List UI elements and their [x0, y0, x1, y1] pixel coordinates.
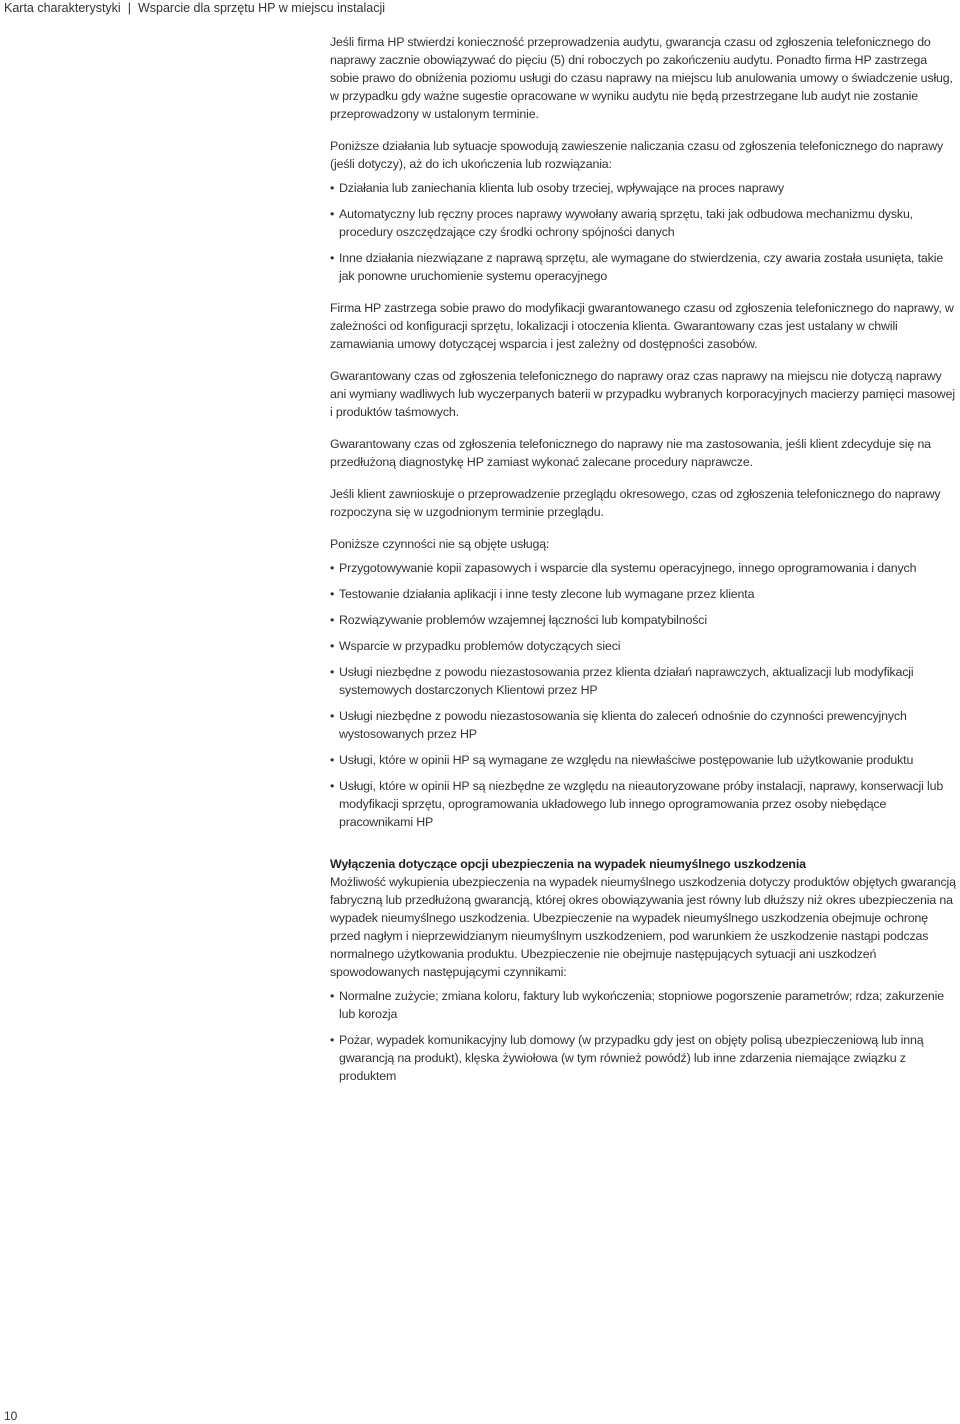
- paragraph-suspension-intro: Poniższe działania lub sytuacje spowodują zawieszenie naliczania czasu od zgłoszenia telefonicznego do naprawy (jeśli dotyczy), aż do ich ukończenia lub rozwiązania:: [330, 139, 944, 171]
- list-item: • Testowanie działania aplikacji i inne testy zlecone lub wymagane przez klienta: [330, 585, 958, 603]
- list-item: • Wsparcie w przypadku problemów dotyczących sieci: [330, 637, 958, 655]
- list-item: • Przygotowywanie kopii zapasowych i wsparcie dla systemu operacyjnego, innego oprogramowania i danych: [330, 559, 958, 577]
- main-content: [330, 33, 958, 1099]
- list-item: • Usługi, które w opinii HP są wymagane ze względu na niewłaściwe postępowanie lub użytkowanie produktu: [330, 751, 958, 769]
- list-item: • Inne działania niezwiązane z naprawą sprzętu, ale wymagane do stwierdzenia, czy awaria została usunięta, takie jak ponowne uruchomienie systemu operacyjnego: [330, 249, 958, 285]
- excluded-list: [330, 559, 958, 831]
- page-number: 10: [4, 1409, 18, 1423]
- list-item: • Działania lub zaniechania klienta lub osoby trzeciej, wpływające na proces naprawy: [330, 179, 958, 197]
- list-item: • Usługi niezbędne z powodu niezastosowania przez klienta działań naprawczych, aktualizacji lub modyfikacji systemowych dostarczonych Klientowi przez HP: [330, 663, 958, 699]
- paragraph-diagnostics: Gwarantowany czas od zgłoszenia telefonicznego do naprawy nie ma zastosowania, jeśli klient zdecyduje się na przedłużoną diagnostykę HP zamiast wykonać zalecane procedury naprawcze.: [330, 437, 931, 469]
- paragraph-accidental-damage: Możliwość wykupienia ubezpieczenia na wypadek nieumyślnego uszkodzenia dotyczy produktów objętych gwarancją fabryczną lub przedłużoną gwarancją, której okres obowiązywania jest równy lub dłuższy niż okres ubezpieczenia na wypadek nieumyślnego uszkodzenia. Ubezpieczenie na wypadek nieumyślnego uszkodzenia obejmuje ochronę przed nagłym i nieprzewidzianym nieumyślnym uszkodzeniem, pod warunkiem że uszkodzenie nastąpi podczas normalnego użytkowania produktu. Ubezpieczenie nie obejmuje następujących sytuacji ani uszkodzeń spowodowanych następującymi czynnikami:: [330, 875, 956, 979]
- list-item: • Usługi, które w opinii HP są niezbędne ze względu na nieautoryzowane próby instalacji, naprawy, konserwacji lub modyfikacji sprzętu, oprogramowania układowego lub innego oprogramowania przez osoby niebędące pracownikami HP: [330, 777, 958, 831]
- paragraph-periodic-review: Jeśli klient zawnioskuje o przeprowadzenie przeglądu okresowego, czas od zgłoszenia telefonicznego do naprawy rozpoczyna się w uzgodnionym terminie przeglądu.: [330, 487, 941, 519]
- doc-title-label: Wsparcie dla sprzętu HP w miejscu instalacji: [137, 1, 386, 15]
- accidental-damage-list: [330, 987, 958, 1085]
- page-header: [4, 0, 385, 16]
- doc-type-label: Karta charakterystyki: [4, 1, 121, 15]
- section-title-accidental-damage: Wyłączenia dotyczące opcji ubezpieczenia na wypadek nieumyślnego uszkodzenia: [330, 857, 806, 871]
- list-item: • Automatyczny lub ręczny proces naprawy wywołany awarią sprzętu, taki jak odbudowa mechanizmu dysku, procedury oszczędzające czy środki ochrony spójności danych: [330, 205, 958, 241]
- suspension-list: [330, 179, 958, 285]
- list-item: • Usługi niezbędne z powodu niezastosowania się klienta do zaleceń odnośnie do czynności prewencyjnych wystosowanych przez HP: [330, 707, 958, 743]
- list-item: • Rozwiązywanie problemów wzajemnej łączności lub kompatybilności: [330, 611, 958, 629]
- paragraph-excluded-intro: Poniższe czynności nie są objęte usługą:: [330, 537, 550, 551]
- header-separator: |: [127, 1, 131, 15]
- list-item: • Normalne zużycie; zmiana koloru, faktury lub wykończenia; stopniowe pogorszenie parametrów; rdza; zakurzenie lub korozja: [330, 987, 958, 1023]
- paragraph-audit: Jeśli firma HP stwierdzi konieczność przeprowadzenia audytu, gwarancja czasu od zgłoszenia telefonicznego do naprawy zacznie obowiązywać do pięciu (5) dni roboczych po zakończeniu audytu. Ponadto firma HP zastrzega sobie prawo do obniżenia poziomu usługi do czasu naprawy na miejscu lub anulowania umowy o świadczenie usług, w przypadku gdy ważne sugestie opracowane w wyniku audytu nie będą przestrzegane lub audyt nie zostanie przeprowadzony w ustalonym terminie.: [330, 35, 953, 121]
- paragraph-batteries: Gwarantowany czas od zgłoszenia telefonicznego do naprawy oraz czas naprawy na miejscu nie dotyczą naprawy ani wymiany wadliwych lub wyczerpanych baterii w przypadku wybranych korporacyjnych macierzy pamięci masowej i produktów taśmowych.: [330, 369, 955, 419]
- list-item: • Pożar, wypadek komunikacyjny lub domowy (w przypadku gdy jest on objęty polisą ubezpieczeniową lub inną gwarancją na produkt), klęska żywiołowa (w tym również powódź) lub inne zdarzenia niemające związku z produktem: [330, 1031, 958, 1085]
- paragraph-time-modification: Firma HP zastrzega sobie prawo do modyfikacji gwarantowanego czasu od zgłoszenia telefonicznego do naprawy, w zależności od konfiguracji sprzętu, lokalizacji i otoczenia klienta. Gwarantowany czas jest ustalany w chwili zamawiania umowy dotyczącej wsparcia i jest zależny od dostępności zasobów.: [330, 301, 954, 351]
